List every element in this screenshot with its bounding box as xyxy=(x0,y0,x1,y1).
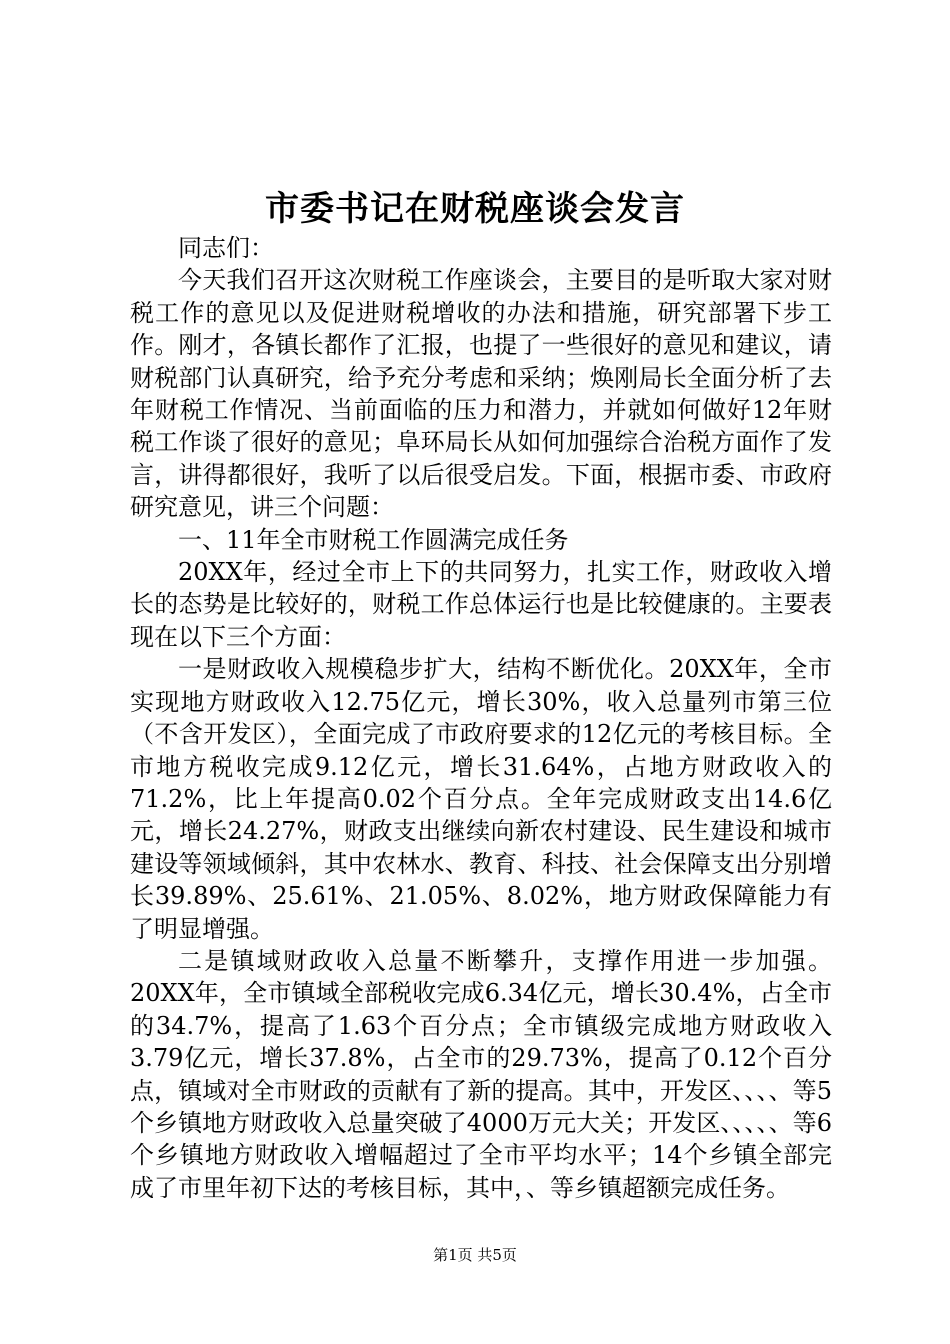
paragraph-point-two: 二是镇域财政收入总量不断攀升，支撑作用进一步加强。20XX年，全市镇域全部税收完成6.34亿元，增长30.4%，占全市的34.7%，提高了1.63个百分点；全市镇级完成地方财政收入3.79亿元，增长37.8%，占全市的29.73%，提高了0.12个百分点，镇域对全市财政的贡献有了新的提高。其中，开发区、、、、等5个乡镇地方财政收入总量突破了4000万元大关；开发区、、、、、等6个乡镇地方财政收入增幅超过了全市平均水平；14个乡镇全部完成了市里年初下达的考核目标，其中，、等乡镇超额完成任务。 xyxy=(130,946,832,1202)
paragraph-point-one: 一是财政收入规模稳步扩大，结构不断优化。20XX年，全市实现地方财政收入12.75亿元，增长30%，收入总量列市第三位（不含开发区），全面完成了市政府要求的12亿元的考核目标。全市地方税收完成9.12亿元，增长31.64%，占地方财政收入的71.2%，比上年提高0.02个百分点。全年完成财政支出14.6亿元，增长24.27%，财政支出继续向新农村建设、民生建设和城市建设等领域倾斜，其中农林水、教育、科技、社会保障支出分别增长39.89%、25.61%、21.05%、8.02%，地方财政保障能力有了明显增强。 xyxy=(130,655,832,943)
paragraph-intro: 今天我们召开这次财税工作座谈会，主要目的是听取大家对财税工作的意见以及促进财税增收的办法和措施，研究部署下步工作。刚才，各镇长都作了汇报，也提了一些很好的意见和建议，请财税部门认真研究，给予充分考虑和采纳；焕刚局长全面分析了去年财税工作情况、当前面临的压力和潜力，并就如何做好12年财税工作谈了很好的意见；阜环局长从如何加强综合治税方面作了发言，讲得都很好，我听了以后很受启发。下面，根据市委、市政府研究意见，讲三个问题： xyxy=(130,266,832,522)
salutation: 同志们： xyxy=(178,234,274,262)
section-heading: 一、11年全市财税工作圆满完成任务 xyxy=(178,525,569,554)
paragraph-overview: 20XX年，经过全市上下的共同努力，扎实工作，财政收入增长的态势是比较好的，财税工作总体运行也是比较健康的。主要表现在以下三个方面： xyxy=(130,558,832,651)
document-title: 市委书记在财税座谈会发言 xyxy=(265,189,685,229)
page-number: 第1页 共5页 xyxy=(433,1246,517,1264)
document-body xyxy=(130,232,832,1204)
